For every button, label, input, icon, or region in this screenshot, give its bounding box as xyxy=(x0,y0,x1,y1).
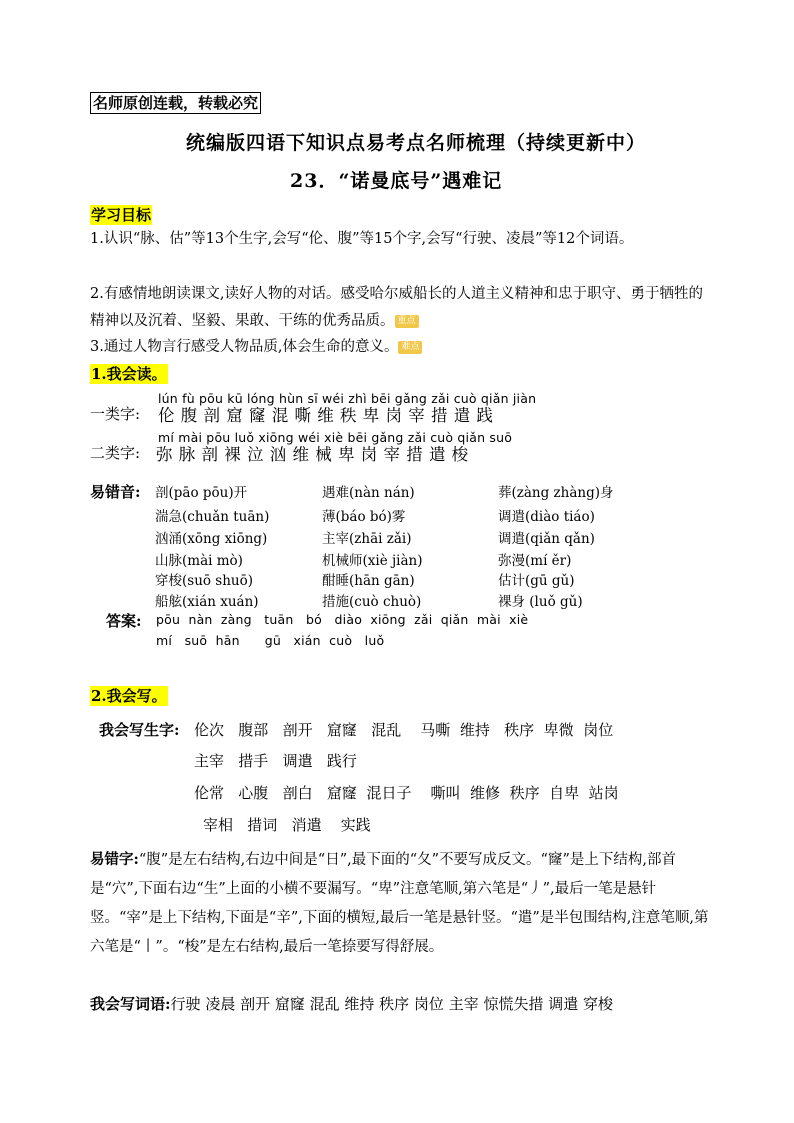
error-pron-item: 估计(gū gǔ) xyxy=(498,573,575,589)
write-line-4: 宰相 措词 消遣 实践 xyxy=(203,816,371,834)
error-chars xyxy=(90,845,712,962)
error-pron-item: 山脉(mài mò) xyxy=(155,553,243,569)
error-pron-item: 湍急(chuǎn tuān) xyxy=(155,509,270,525)
goal-item-2 xyxy=(90,281,710,335)
goal-item-3-text: 3.通过人物言行感受人物品质,体会生命的意义。 xyxy=(90,339,399,355)
row1-label: 一类字: xyxy=(90,405,141,423)
error-pron-item: 遇难(nàn nán) xyxy=(322,485,415,501)
write-words-text: 行驶 凌晨 剖开 窟窿 混乱 维持 秩序 岗位 主宰 惊慌失措 调遣 穿梭 xyxy=(170,995,613,1013)
error-pron-item: 裸身 (luǒ gǔ) xyxy=(498,594,583,610)
key-point-tag: 重点 xyxy=(395,315,419,328)
copyright-notice: 名师原创连载，转载必究 xyxy=(90,92,261,114)
write-line-1: 伦次 腹部 剖开 窟窿 混乱 马嘶 维持 秩序 卑微 岗位 xyxy=(194,721,614,739)
goal-item-2-text: 2.有感情地朗读课文,读好人物的对话。感受哈尔威船长的人道主义精神和忠于职守、勇于牺牲的精神以及沉着、坚毅、果敢、干练的优秀品质。 xyxy=(90,286,703,329)
error-pron-label: 易错音: xyxy=(90,483,141,501)
error-pron-item: 船舷(xián xuán) xyxy=(155,594,259,610)
answer-line-1: pōu nàn zàng tuān bó diào xiōng zǎi qiǎn mài xiè xyxy=(156,612,529,627)
answer-label: 答案: xyxy=(106,612,142,630)
write-heading: 2.我会写。 xyxy=(91,687,167,705)
error-pron-item: 弥漫(mí ěr) xyxy=(498,553,572,569)
error-pron-item: 措施(cuò chuò) xyxy=(322,594,422,610)
write-words-label: 我会写词语: xyxy=(90,995,171,1013)
error-pron-item: 薄(báo bó)雾 xyxy=(322,509,406,525)
goals-heading: 学习目标 xyxy=(91,206,152,224)
row2-pinyin: mí mài pōu luǒ xiōng wéi xiè bēi gǎng zǎi cuò qiǎn suō xyxy=(158,430,513,445)
error-pron-item: 调遣(qiǎn qǎn) xyxy=(498,531,595,547)
error-pron-item: 穿梭(suō shuō) xyxy=(155,573,254,589)
row1-chars: 伦 腹 剖 窟 窿 混 嘶 维 秩 卑 岗 宰 措 遣 践 xyxy=(158,406,494,425)
error-chars-label: 易错字: xyxy=(90,851,139,868)
error-pron-item: 机械师(xiè jiàn) xyxy=(322,553,423,569)
row2-label: 二类字: xyxy=(90,444,141,462)
difficult-point-tag: 难点 xyxy=(398,341,422,354)
goal-item-1: 1.认识“脉、估”等13个生字,会写“伦、腹”等15个字,会写“行驶、凌晨”等12个词语。 xyxy=(90,231,634,247)
error-pron-item: 汹涌(xōng xiōng) xyxy=(155,531,268,547)
write-line-2: 主宰 措手 调遣 践行 xyxy=(194,752,357,770)
row1-pinyin: lún fù pōu kū lóng hùn sī wéi zhì bēi gǎng zǎi cuò qiǎn jiàn xyxy=(158,391,537,406)
error-pron-item: 主宰(zhāi zǎi) xyxy=(322,531,412,547)
write-chars-label: 我会写生字: xyxy=(99,721,180,739)
error-pron-item: 剖(pāo pōu)开 xyxy=(155,485,248,501)
row2-chars: 弥 脉 剖 裸 泣 汹 维 械 卑 岗 宰 措 遣 梭 xyxy=(156,445,469,464)
goal-item-3 xyxy=(90,334,710,361)
lesson-title: 23．“诺曼底号”遇难记 xyxy=(290,170,503,192)
write-words xyxy=(90,993,613,1014)
write-line-3: 伦常 心腹 剖白 窟窿 混日子 嘶叫 维修 秩序 自卑 站岗 xyxy=(194,784,619,802)
page-title: 统编版四语下知识点易考点名师梳理（持续更新中） xyxy=(186,132,647,154)
error-pron-item: 葬(zàng zhàng)身 xyxy=(498,485,614,501)
read-heading: 1.我会读。 xyxy=(91,365,167,383)
error-chars-text: “腹”是左右结构,右边中间是“日”,最下面的“夂”不要写成反文。“窿”是上下结构,部首是“穴”,下面右边“生”上面的小横不要漏写。“卑”注意笔顺,第六笔是“丿”,最后一笔是悬针竖。“宰”是上下结构,下面是“辛”,下面的横短,最后一笔是悬针竖。“遣”是半包围结构,注意笔顺,第六笔是“丨”。“梭”是左右结构,最后一笔捺要写得舒展。 xyxy=(90,852,709,955)
error-pron-item: 调遣(diào tiáo) xyxy=(498,509,595,525)
answer-line-2: mí suō hān gū xián cuò luǒ xyxy=(156,633,385,648)
error-pron-item: 酣睡(hān gān) xyxy=(322,573,415,589)
